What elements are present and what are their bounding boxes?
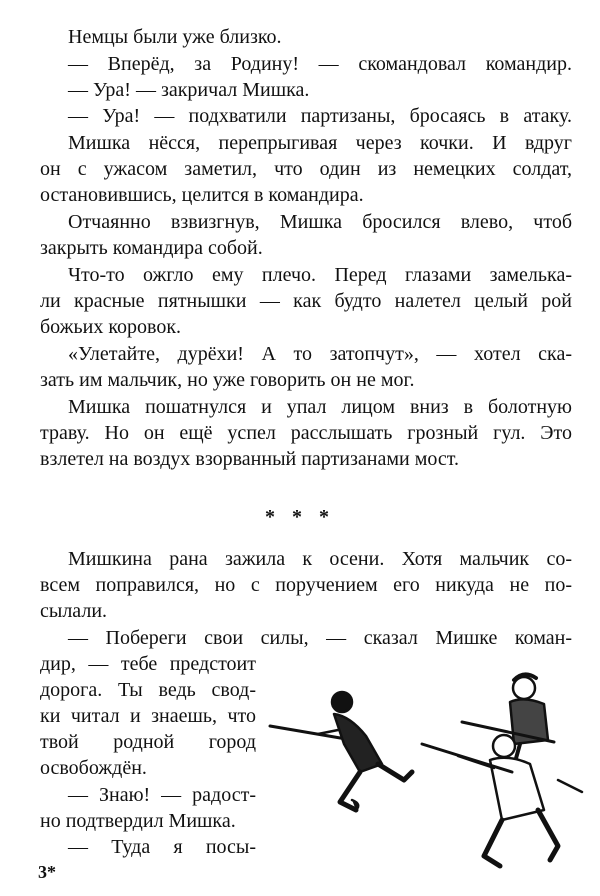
text-line: дорога. Ты ведь свод- — [40, 679, 256, 701]
text-line: но подтвердил Мишка. — [40, 810, 236, 832]
text-line: зать им мальчик, но уже говорить он не мог. — [40, 369, 415, 391]
running-partisan-figure — [270, 692, 412, 810]
text-line: — Ура! — закричал Мишка. — [68, 79, 310, 101]
text-line: — Побереги свои силы, — сказал Мишке коман- — [68, 627, 572, 649]
partisan-group-figures — [422, 674, 582, 866]
text-line: Мишка нёсся, перепрыгивая через кочки. И вдруг — [68, 132, 572, 154]
text-line: взлетел на воздух взорванный партизанами мост. — [40, 448, 459, 470]
text-line: Мишка пошатнулся и упал лицом вниз в болотную — [68, 396, 572, 418]
text-line: — Знаю! — радост- — [68, 784, 256, 806]
text-line: сылали. — [40, 600, 108, 622]
text-line: Что-то ожгло ему плечо. Перед глазами замелька- — [68, 264, 572, 286]
text-line: он с ужасом заметил, что один из немецких солдат, — [40, 158, 572, 180]
text-line: божьих коровок. — [40, 316, 182, 338]
text-line: твой родной город — [40, 731, 256, 753]
text-line: ки читал и знаешь, что — [40, 705, 256, 727]
text-line: Немцы были уже близко. — [68, 26, 282, 48]
page-signature: 3* — [38, 862, 56, 882]
text-line: — Ура! — подхватили партизаны, бросаясь в атаку. — [68, 105, 572, 127]
text-line: дир, — тебе предстоит — [40, 653, 256, 675]
text-line: ли красные пятнышки — как будто налетел целый рой — [40, 290, 572, 312]
text-line: «Улетайте, дурёхи! А то затопчут», — хотел ска- — [68, 343, 572, 365]
text-line: всем поправился, но с поручением его никуда не по- — [40, 574, 572, 596]
text-line: освобождён. — [40, 757, 147, 779]
text-line: Отчаянно взвизгнув, Мишка бросился влево, чтоб — [68, 211, 572, 233]
text-line: закрыть командира собой. — [40, 237, 263, 259]
text-line: — Вперёд, за Родину! — скомандовал командир. — [68, 53, 572, 75]
text-line: Мишкина рана зажила к осени. Хотя мальчик со- — [68, 548, 572, 570]
text-line: траву. Но он ещё успел расслышать грозный гул. Это — [40, 422, 572, 444]
section-separator: * * * — [265, 506, 335, 528]
text-line: остановившись, целится в командира. — [40, 184, 364, 206]
text-line: — Туда я посы- — [68, 836, 256, 858]
partisans-illustration — [262, 660, 592, 896]
